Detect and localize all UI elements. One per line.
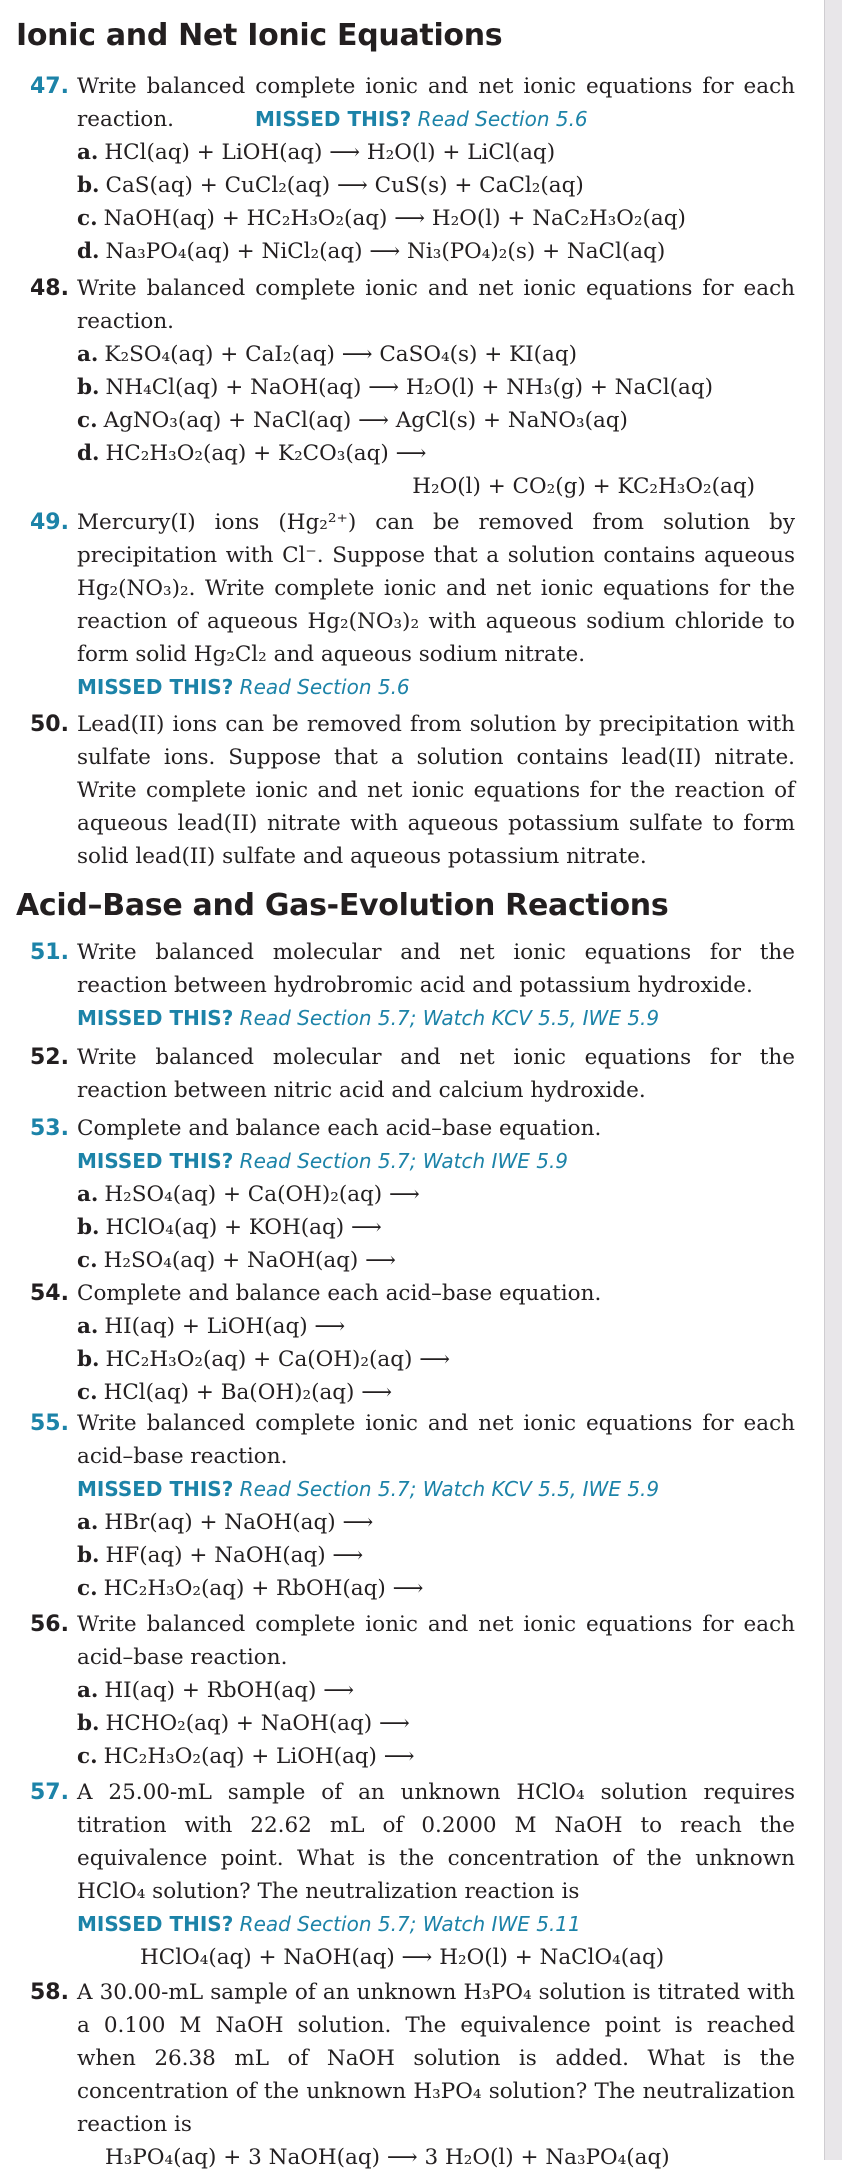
equation: H₂SO₄(aq) + NaOH(aq) ⟶: [103, 1248, 396, 1273]
item-label: c.: [77, 206, 98, 231]
problem-text: Write balanced complete ionic and net ionic equations for each reaction.: [77, 74, 795, 132]
section-heading-acid-base: Acid–Base and Gas-Evolution Reactions: [16, 888, 669, 923]
problem-54: [30, 1277, 760, 1409]
equation-continued: H₂O(l) + CO₂(g) + KC₂H₃O₂(aq): [412, 474, 755, 499]
problem-number: 50.: [30, 712, 69, 737]
item-label: b.: [77, 173, 100, 198]
item-label: d.: [77, 441, 100, 466]
problem-56: [30, 1608, 795, 1773]
problem-47: [30, 70, 795, 268]
problem-number: 48.: [30, 276, 69, 301]
problem-number: 58.: [30, 1980, 69, 2005]
problem-text: Lead(II) ions can be removed from solution by precipitation with sulfate ions. Suppose that a solution contains lead(II) nitrate. Write complete ionic and net ionic equations for the reaction of aqueous lead(II) nitrate with aqueous potassium sulfate to form solid lead(II) sulfate and aqueous potassium nitrate.: [77, 712, 795, 869]
page-gutter: [824, 0, 842, 2160]
equation: HCHO₂(aq) + NaOH(aq) ⟶: [105, 1711, 410, 1736]
item-label: c.: [77, 1248, 98, 1273]
problem-number: 53.: [30, 1116, 69, 1141]
problem-text: Write balanced complete ionic and net ionic equations for each acid–base reaction.: [77, 1612, 795, 1670]
item-c: [77, 202, 760, 235]
problem-text: Write balanced complete ionic and net ionic equations for each acid–base reaction.: [77, 1411, 795, 1469]
item-label: a.: [77, 1182, 99, 1207]
problem-number: 51.: [30, 940, 69, 965]
missed-label: MISSED THIS?: [255, 107, 412, 131]
problem-number: 54.: [30, 1281, 69, 1306]
equation: CaS(aq) + CuCl₂(aq) ⟶ CuS(s) + CaCl₂(aq): [105, 173, 584, 198]
equation: HC₂H₃O₂(aq) + LiOH(aq) ⟶: [103, 1744, 415, 1769]
item-label: b.: [77, 375, 100, 400]
equation: HCl(aq) + Ba(OH)₂(aq) ⟶: [103, 1380, 393, 1405]
missed-this-link[interactable]: [77, 1473, 760, 1506]
equation: HC₂H₃O₂(aq) + RbOH(aq) ⟶: [103, 1576, 424, 1601]
item-a: [77, 1506, 760, 1539]
equation: HBr(aq) + NaOH(aq) ⟶: [104, 1510, 374, 1535]
item-a: [77, 136, 760, 169]
equation: HI(aq) + LiOH(aq) ⟶: [104, 1314, 346, 1339]
equation: HF(aq) + NaOH(aq) ⟶: [105, 1543, 364, 1568]
equation: K₂SO₄(aq) + CaI₂(aq) ⟶ CaSO₄(s) + KI(aq): [104, 342, 577, 367]
equation: HC₂H₃O₂(aq) + Ca(OH)₂(aq) ⟶: [105, 1347, 451, 1372]
problem-text: Write balanced complete ionic and net ionic equations for each reaction.: [77, 276, 795, 334]
missed-this-link[interactable]: [77, 671, 760, 704]
missed-reference: Read Section 5.7; Watch IWE 5.9: [239, 1149, 569, 1173]
item-label: b.: [77, 1347, 100, 1372]
item-c: [77, 404, 760, 437]
problem-49: [30, 506, 795, 704]
problem-text: Mercury(I) ions (Hg₂²⁺) can be removed from solution by precipitation with Cl⁻. Suppose that a solution contains aqueous Hg₂(NO₃)₂. Write complete ionic and net ionic equations for the reaction of aqueous Hg₂(NO₃)₂ with aqueous sodium chloride to form solid Hg₂Cl₂ and aqueous sodium nitrate.: [77, 510, 795, 667]
neutralization-equation: H₃PO₄(aq) + 3 NaOH(aq) ⟶ 3 H₂O(l) + Na₃PO₄(aq): [105, 2145, 670, 2170]
equation: HC₂H₃O₂(aq) + K₂CO₃(aq) ⟶: [105, 441, 427, 466]
problem-number: 56.: [30, 1612, 69, 1637]
equation: Na₃PO₄(aq) + NiCl₂(aq) ⟶ Ni₃(PO₄)₂(s) + NaCl(aq): [105, 239, 666, 264]
missed-reference: Read Section 5.7; Watch IWE 5.11: [239, 1912, 581, 1936]
equation: HClO₄(aq) + KOH(aq) ⟶: [105, 1215, 382, 1240]
item-c: [77, 1244, 760, 1277]
item-d: [77, 437, 760, 470]
item-c: [77, 1740, 760, 1773]
item-c: [77, 1572, 760, 1605]
missed-this-link[interactable]: [77, 1908, 760, 1941]
missed-label: MISSED THIS?: [77, 1006, 234, 1030]
missed-label: MISSED THIS?: [77, 1477, 234, 1501]
item-c: [77, 1376, 760, 1409]
equation: NaOH(aq) + HC₂H₃O₂(aq) ⟶ H₂O(l) + NaC₂H₃O₂(aq): [103, 206, 686, 231]
missed-reference: Read Section 5.7; Watch KCV 5.5, IWE 5.9: [239, 1006, 660, 1030]
item-label: b.: [77, 1711, 100, 1736]
item-b: [77, 1539, 760, 1572]
item-b: [77, 1707, 760, 1740]
missed-this-link[interactable]: [77, 1145, 760, 1178]
problem-number: 52.: [30, 1045, 69, 1070]
item-b: [77, 371, 760, 404]
item-label: b.: [77, 1215, 100, 1240]
item-b: [77, 169, 760, 202]
problem-51: [30, 936, 795, 1035]
problem-text: Complete and balance each acid–base equation.: [77, 1116, 602, 1141]
neutralization-equation: HClO₄(aq) + NaOH(aq) ⟶ H₂O(l) + NaClO₄(aq): [140, 1945, 665, 1970]
equation: AgNO₃(aq) + NaCl(aq) ⟶ AgCl(s) + NaNO₃(aq): [103, 408, 628, 433]
problem-52: [30, 1041, 795, 1107]
item-a: [77, 338, 760, 371]
problem-58: [30, 1976, 795, 2174]
item-label: a.: [77, 1678, 99, 1703]
missed-reference: Read Section 5.6: [239, 675, 410, 699]
missed-this-link[interactable]: [77, 1002, 760, 1035]
equation: HI(aq) + RbOH(aq) ⟶: [104, 1678, 355, 1703]
problem-text: Complete and balance each acid–base equation.: [77, 1281, 602, 1306]
problem-48: [30, 272, 795, 503]
problem-number: 55.: [30, 1411, 69, 1436]
item-d: [77, 235, 760, 268]
problem-55: [30, 1407, 795, 1605]
missed-reference: Read Section 5.6: [417, 107, 588, 131]
problem-53: [30, 1112, 760, 1277]
problem-number: 49.: [30, 510, 69, 535]
item-label: c.: [77, 1744, 98, 1769]
missed-reference: Read Section 5.7; Watch KCV 5.5, IWE 5.9: [239, 1477, 660, 1501]
item-label: a.: [77, 342, 99, 367]
item-label: a.: [77, 1314, 99, 1339]
missed-label: MISSED THIS?: [77, 1912, 234, 1936]
problem-text: Write balanced molecular and net ionic equations for the reaction between nitric acid and calcium hydroxide.: [77, 1045, 795, 1103]
item-label: c.: [77, 1576, 98, 1601]
item-b: [77, 1211, 760, 1244]
equation: H₂SO₄(aq) + Ca(OH)₂(aq) ⟶: [104, 1182, 420, 1207]
missed-label: MISSED THIS?: [77, 1149, 234, 1173]
section-heading-ionic: Ionic and Net Ionic Equations: [16, 18, 503, 53]
problem-number: 57.: [30, 1780, 69, 1805]
item-a: [77, 1178, 760, 1211]
problem-50: [30, 708, 795, 873]
item-b: [77, 1343, 760, 1376]
item-label: c.: [77, 408, 98, 433]
problem-57: [30, 1776, 795, 1974]
item-label: a.: [77, 1510, 99, 1535]
item-label: b.: [77, 1543, 100, 1568]
equation: NH₄Cl(aq) + NaOH(aq) ⟶ H₂O(l) + NH₃(g) + NaCl(aq): [105, 375, 713, 400]
problem-text: A 30.00-mL sample of an unknown H₃PO₄ solution is titrated with a 0.100 M NaOH solution. The equivalence point is reached when 26.38 mL of NaOH solution is added. What is the concentration of the unknown H₃PO₄ solution? The neutralization reaction is: [77, 1980, 795, 2137]
item-a: [77, 1674, 760, 1707]
missed-this-link[interactable]: [255, 103, 760, 136]
item-label: d.: [77, 239, 100, 264]
problem-number: 47.: [30, 74, 69, 99]
item-label: c.: [77, 1380, 98, 1405]
item-label: a.: [77, 140, 99, 165]
problem-text: Write balanced molecular and net ionic equations for the reaction between hydrobromic acid and potassium hydroxide.: [77, 940, 795, 998]
problem-text: A 25.00-mL sample of an unknown HClO₄ solution requires titration with 22.62 mL of 0.2000 M NaOH to reach the equivalence point. What is the concentration of the unknown HClO₄ solution? The neutralization reaction is: [77, 1780, 795, 1904]
equation: HCl(aq) + LiOH(aq) ⟶ H₂O(l) + LiCl(aq): [104, 140, 556, 165]
missed-label: MISSED THIS?: [77, 675, 234, 699]
item-a: [77, 1310, 760, 1343]
